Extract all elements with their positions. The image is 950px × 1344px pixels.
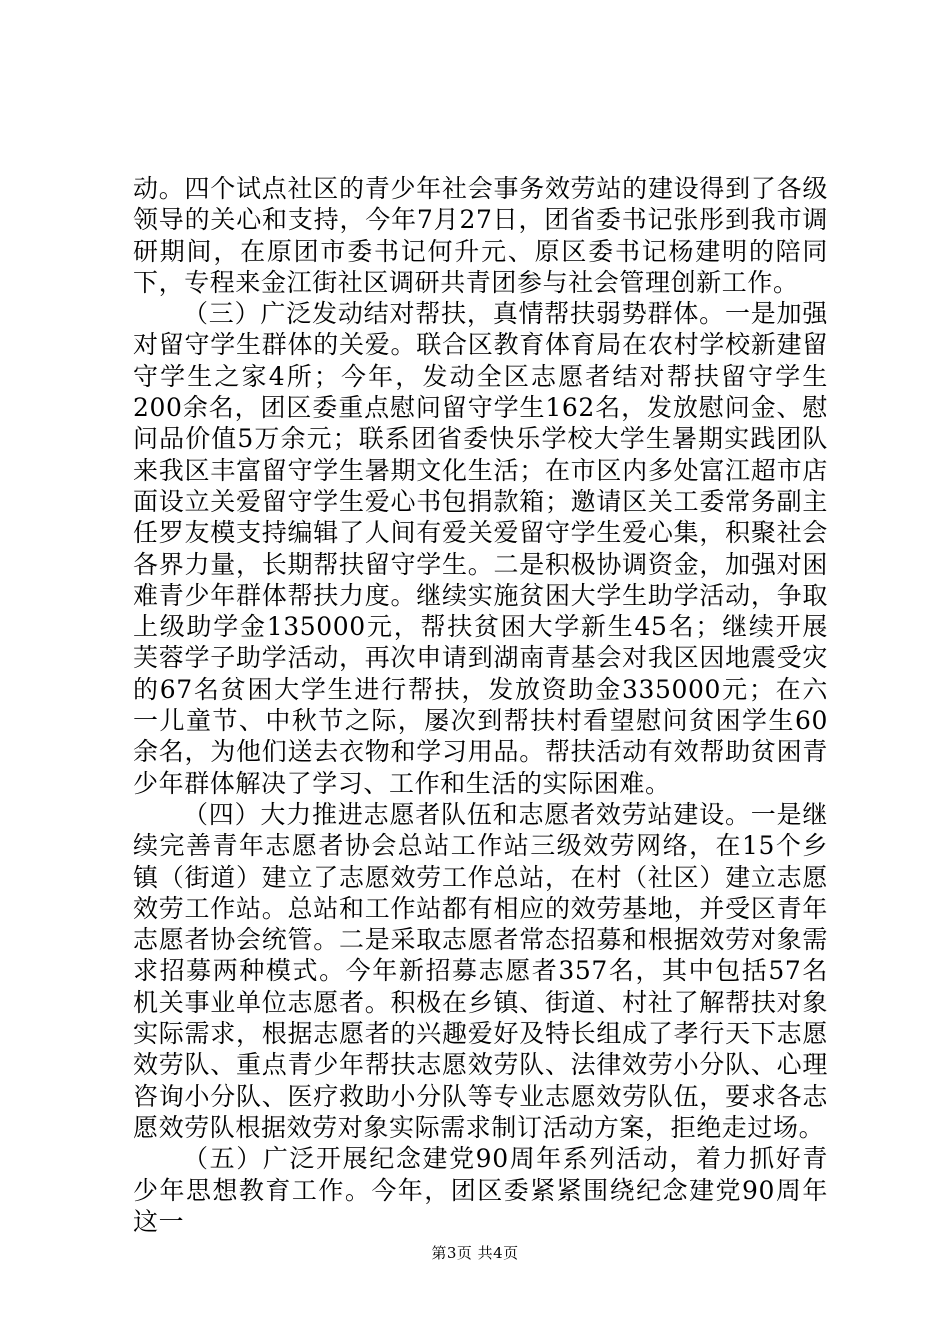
paragraph-section-4: （四）大力推进志愿者队伍和志愿者效劳站建设。一是继续完善青年志愿者协会总站工作站三级效劳网络，在15个乡镇（街道）建立了志愿效劳工作总站，在村（社区）建立志愿效劳工作站。总站和工作站都有相应的效劳基地，并受区青年志愿者协会统管。二是采取志愿者常态招募和根据效劳对象需求招募两种模式。今年新招募志愿者357名，其中包括57名机关事业单位志愿者。积极在乡镇、街道、村社了解帮扶对象实际需求，根据志愿者的兴趣爱好及特长组成了孝行天下志愿效劳队、重点青少年帮扶志愿效劳队、法律效劳小分队、心理咨询小分队、医疗救助小分队等专业志愿效劳队伍，要求各志愿效劳队根据效劳对象实际需求制订活动方案，拒绝走过场。	[133, 799, 828, 1142]
paragraph-section-3: （三）广泛发动结对帮扶，真情帮扶弱势群体。一是加强对留守学生群体的关爱。联合区教育体育局在农村学校新建留守学生之家4所；今年，发动全区志愿者结对帮扶留守学生200余名，团区委重点慰问留守学生162名，发放慰问金、慰问品价值5万余元；联系团省委快乐学校大学生暑期实践团队来我区丰富留守学生暑期文化生活；在市区内多处富江超市店面设立关爱留守学生爱心书包捐款箱；邀请区关工委常务副主任罗友模支持编辑了人间有爱关爱留守学生爱心集，积聚社会各界力量，长期帮扶留守学生。二是积极协调资金，加强对困难青少年群体帮扶力度。继续实施贫困大学生助学活动，争取上级助学金135000元，帮扶贫困大学新生45名；继续开展芙蓉学子助学活动，再次申请到湖南青基会对我区因地震受灾的67名贫困大学生进行帮扶，发放资助金335000元；在六一儿童节、中秋节之际，屡次到帮扶村看望慰问贫困学生60余名，为他们送去衣物和学习用品。帮扶活动有效帮助贫困青少年群体解决了学习、工作和生活的实际困难。	[133, 299, 828, 798]
paragraph-continuation: 动。四个试点社区的青少年社会事务效劳站的建设得到了各级领导的关心和支持，今年7月27日，团省委书记张彤到我市调研期间，在原团市委书记何升元、原区委书记杨建明的陪同下，专程来金江街社区调研共青团参与社会管理创新工作。	[133, 174, 828, 297]
document-body	[133, 173, 828, 1237]
page-footer	[0, 1242, 950, 1263]
page-number: 第3页 共4页	[431, 1244, 519, 1262]
paragraph-section-5: （五）广泛开展纪念建党90周年系列活动，着力抓好青少年思想教育工作。今年，团区委紧紧围绕纪念建党90周年这一	[133, 1144, 828, 1236]
